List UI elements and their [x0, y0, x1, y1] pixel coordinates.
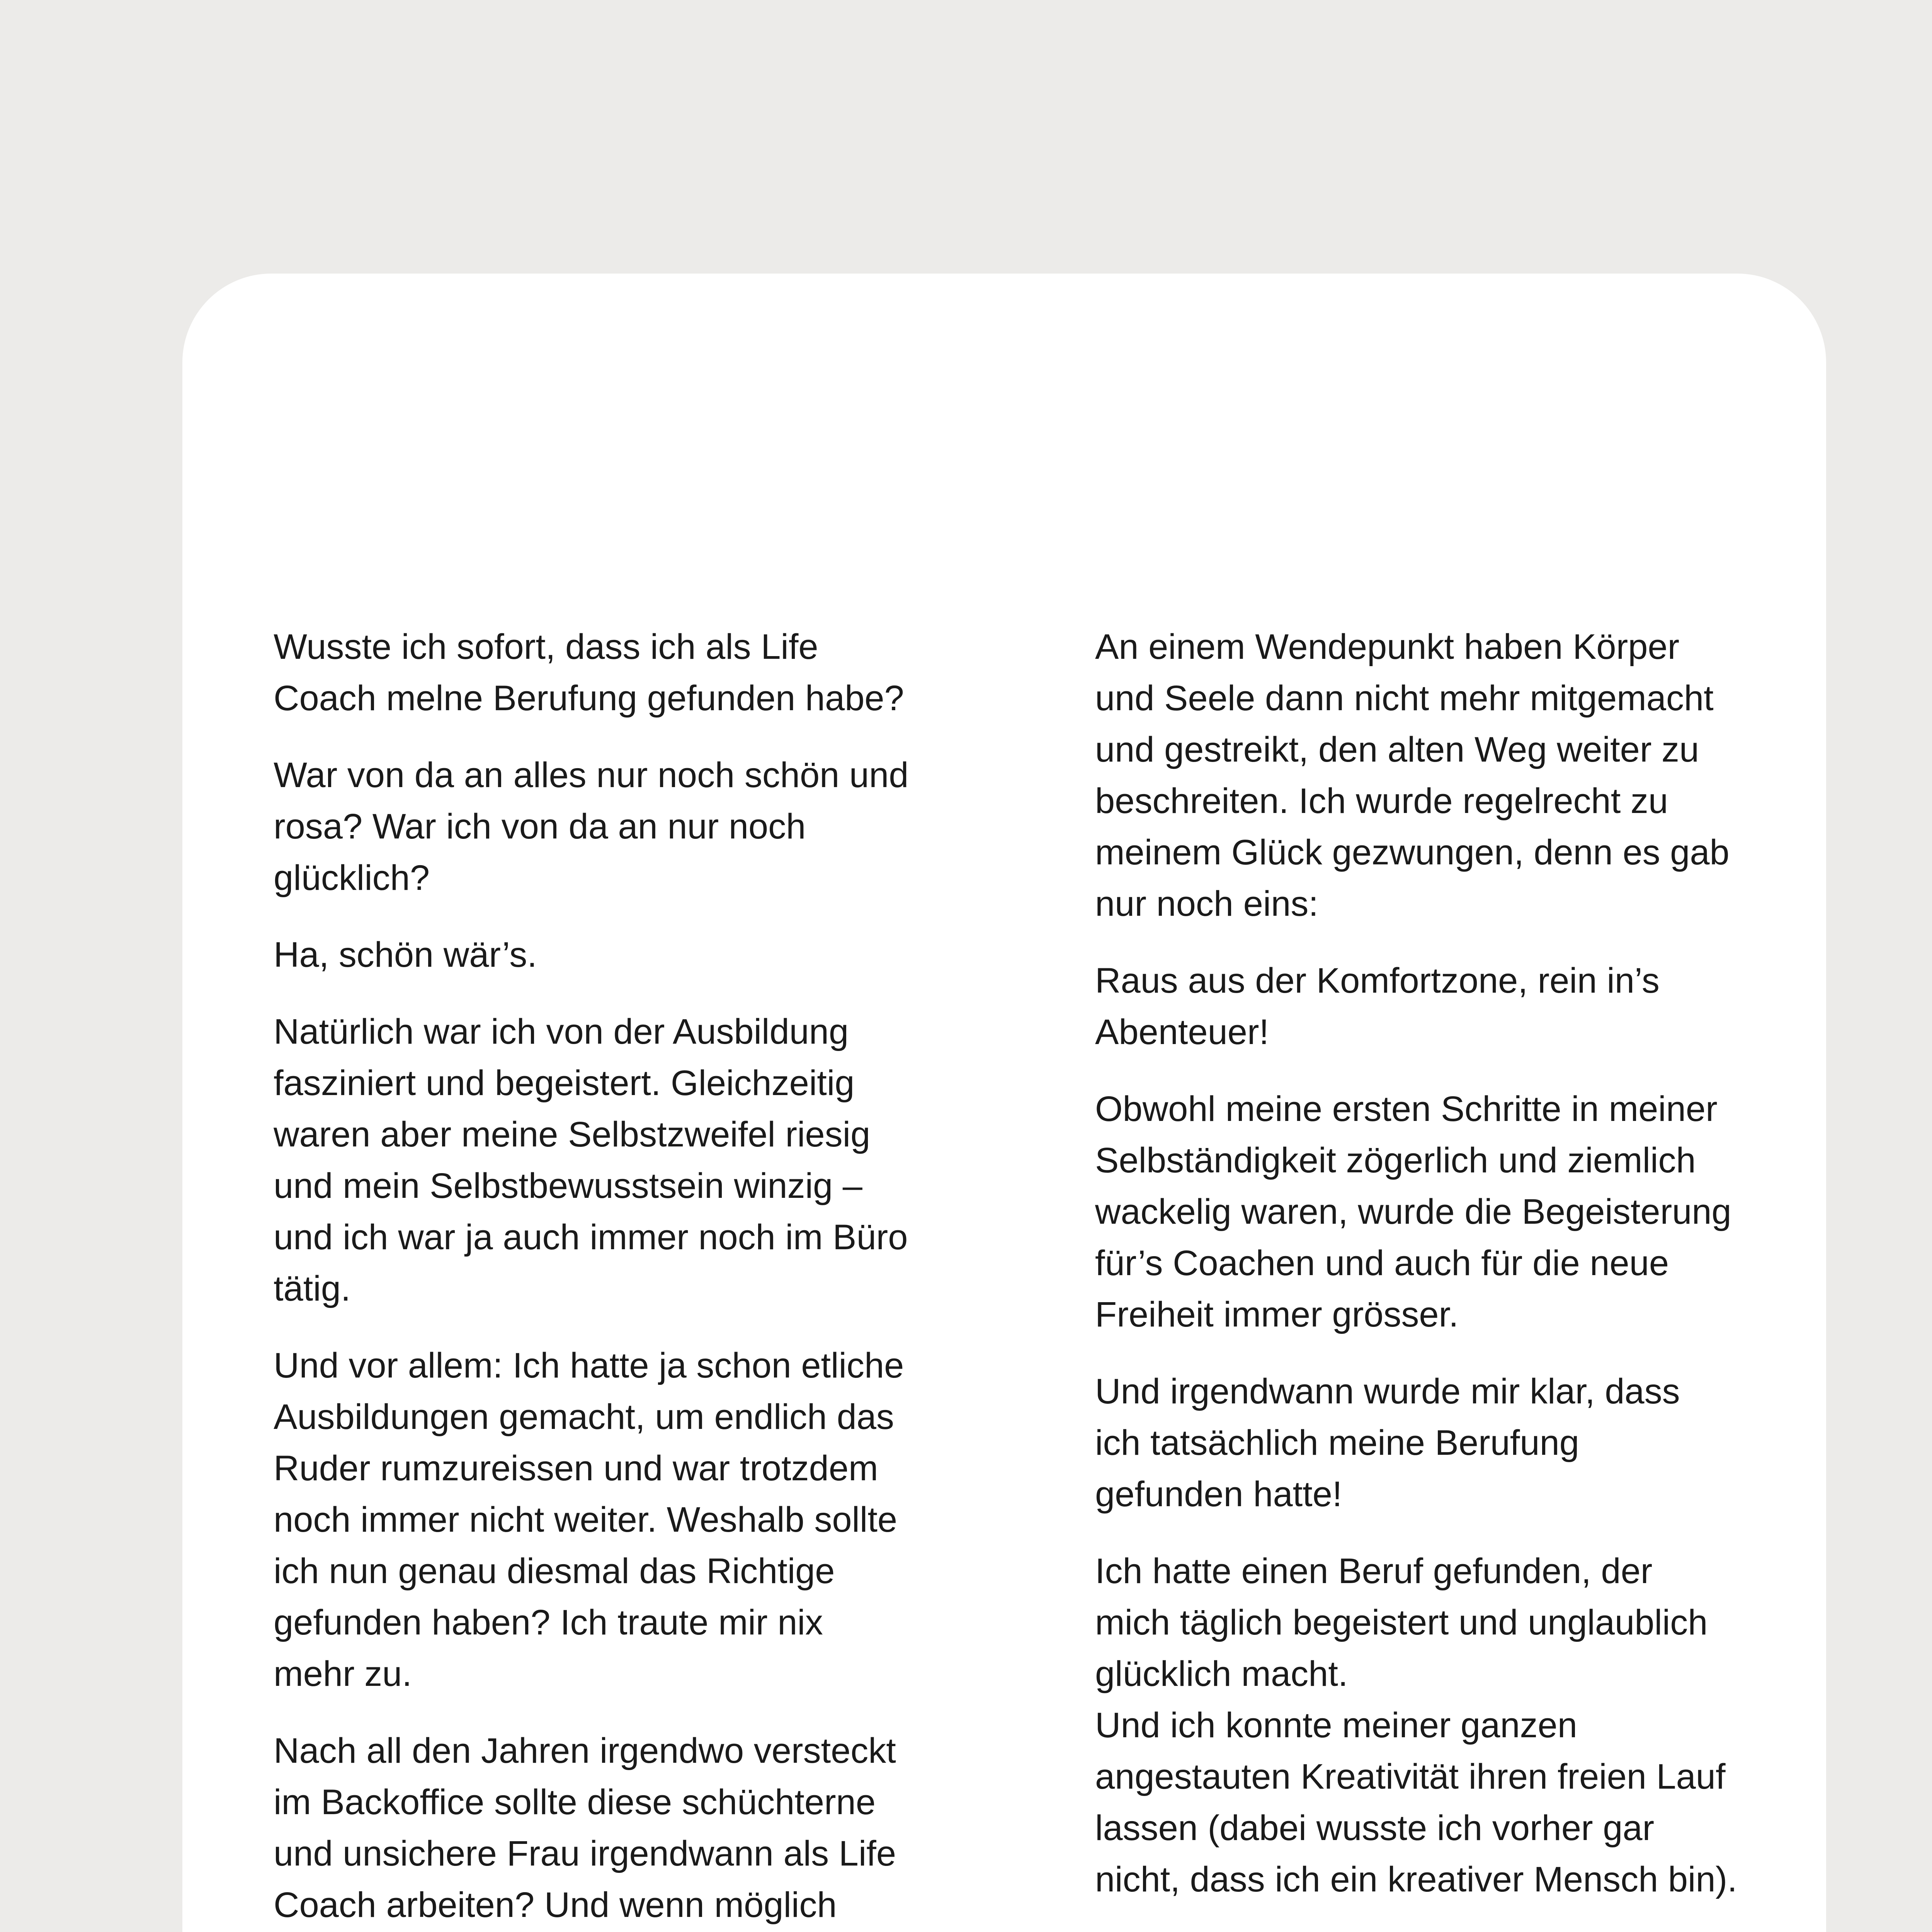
paragraph: Wusste ich sofort, dass ich als Life Coach melne Berufung gefunden habe? [274, 627, 904, 718]
content-card [182, 274, 1826, 1932]
right-column [1095, 621, 1744, 1932]
paragraph: Obwohl meine ersten Schritte in meiner Selbständigkeit zögerlich und ziemlich wackelig waren, wurde die Begeisterung für’s Coachen und auch für die neue Freiheit immer grösser. [1095, 1089, 1731, 1334]
left-column [274, 621, 923, 1932]
paragraph: Und irgendwann wurde mir klar, dass ich tatsächlich meine Berufung gefunden hatte! [1095, 1372, 1680, 1514]
paragraph: Und vor allem: Ich hatte ja schon etliche Ausbildungen gemacht, um endlich das Ruder rumzureissen und war trotzdem noch immer nicht weiter. Weshalb sollte ich nun genau diesmal das Richtige gefunden haben? Ich traute mir nix mehr zu. [274, 1346, 904, 1694]
paragraph: Nach all den Jahren irgendwo versteckt im Backoffice sollte diese schüchterne und unsichere Frau irgendwann als Life Coach arbeiten? Und wenn möglich [274, 1731, 896, 1925]
paragraph: Raus aus der Komfortzone, rein in’s Abenteuer! [1095, 961, 1660, 1052]
paragraph: War von da an alles nur noch schön und rosa? War ich von da an nur noch glücklich? [274, 755, 909, 898]
paragraph: Natürlich war ich von der Ausbildung fasziniert und begeistert. Gleichzeitig waren aber meine Selbstzweifel riesig und mein Selbstbewusstsein winzig – und ich war ja auch immer noch im Büro tätig. [274, 1012, 908, 1308]
paragraph: An einem Wendepunkt haben Körper und Seele dann nicht mehr mitgemacht und gestreikt, den alten Weg weiter zu beschreiten. Ich wurde regelrecht zu meinem Glück gezwungen, denn es gab nur noch eins: [1095, 627, 1730, 923]
paragraph: Ich hatte einen Beruf gefunden, der mich täglich begeistert und unglaublich glücklich macht. Und ich konnte meiner ganzen angestauten Kreativität ihren freien Lauf lassen (dabei wusste ich vorher gar nicht, dass ich ein kreativer Mensch bin). [1095, 1551, 1737, 1899]
paragraph: Ha, schön wär’s. [274, 935, 537, 975]
